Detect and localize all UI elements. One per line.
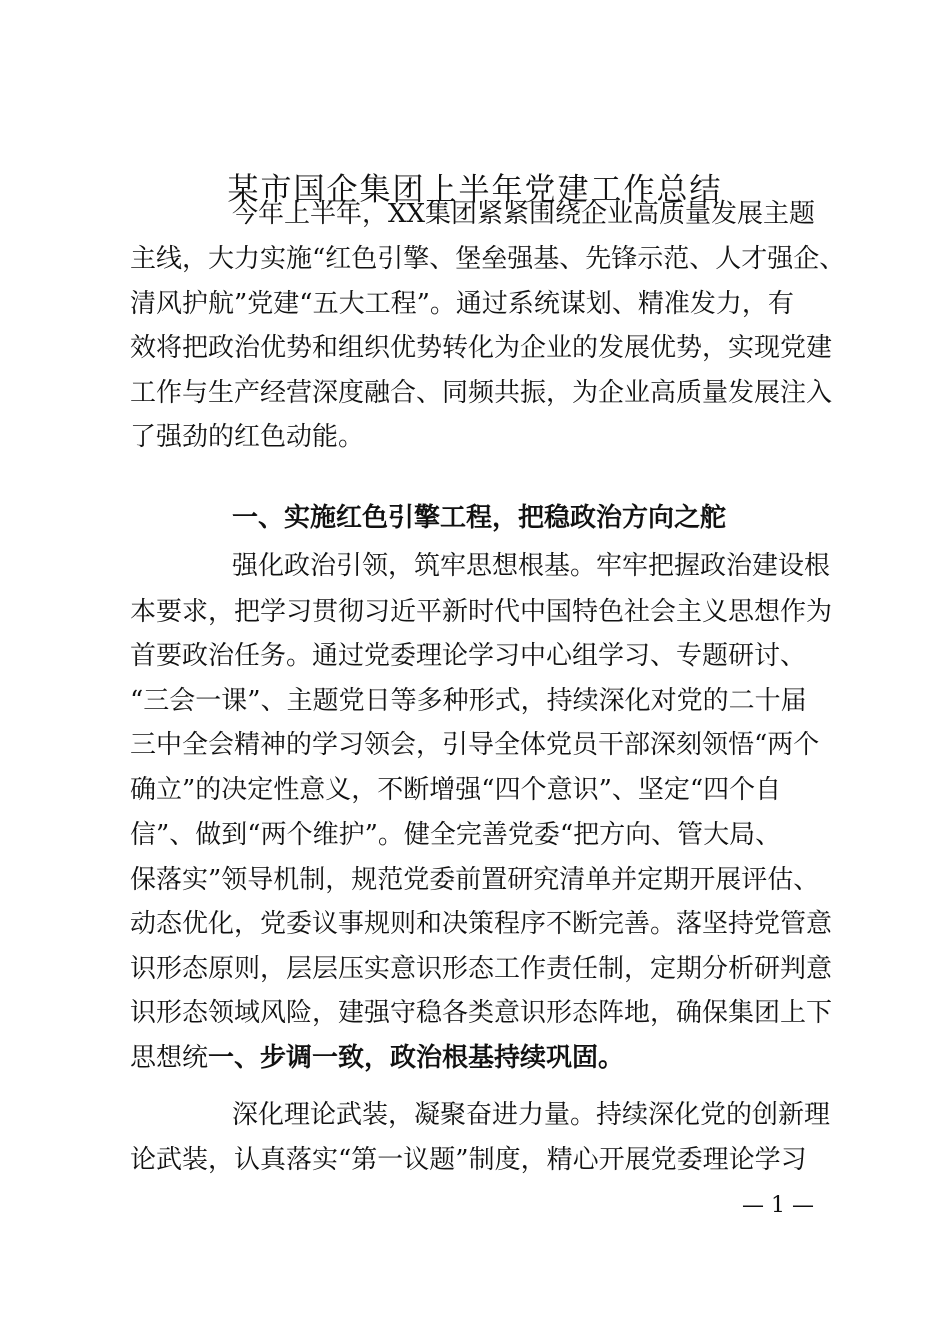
paragraph-2-line-6: 确立”的决定性意义，不断增强“四个意识”、坚定“四个自 — [130, 775, 782, 805]
paragraph-1-line-2: 主线，大力实施“红色引擎、堡垒强基、先锋示范、人才强企、 — [130, 244, 846, 274]
section-1-heading: 一、实施红色引擎工程，把稳政治方向之舵 — [232, 503, 727, 533]
paragraph-3-line-2: 论武装，认真落实“第一议题”制度，精心开展党委理论学习 — [130, 1145, 807, 1175]
paragraph-2-line-12 — [130, 1039, 624, 1077]
paragraph-2-line-7: 信”、做到“两个维护”。健全完善党委“把方向、管大局、 — [130, 820, 782, 850]
paragraph-1-line-4: 效将把政治优势和组织优势转化为企业的发展优势，实现党建 — [130, 333, 833, 363]
paragraph-2-line-10: 识形态原则，层层压实意识形态工作责任制，定期分析研判意 — [130, 954, 833, 984]
paragraph-1-line-3: 清风护航”党建“五大工程”。通过系统谋划、精准发力，有 — [130, 289, 794, 319]
paragraph-3-line-1: 深化理论武装，凝聚奋进力量。持续深化党的创新理 — [232, 1100, 831, 1130]
paragraph-2-line-8: 保落实”领导机制，规范党委前置研究清单并定期开展评估、 — [130, 865, 820, 895]
paragraph-2-line-3: 首要政治任务。通过党委理论学习中心组学习、专题研讨、 — [130, 641, 807, 671]
page-number: — 1 — — [742, 1193, 814, 1218]
paragraph-2-line-2: 本要求，把学习贯彻习近平新时代中国特色社会主义思想作为 — [130, 597, 833, 627]
paragraph-2-line-11: 识形态领域风险，建强守稳各类意识形态阵地，确保集团上下 — [130, 998, 833, 1028]
paragraph-1-line-1: 今年上半年，XX集团紧紧围绕企业高质量发展主题 — [232, 199, 816, 229]
paragraph-2-line-4: “三会一课”、主题党日等多种形式，持续深化对党的二十届 — [130, 686, 807, 716]
document-title: 某市国企集团上半年党建工作总结 — [227, 172, 723, 208]
paragraph-2-line-5: 三中全会精神的学习领会，引导全体党员干部深刻领悟“两个 — [130, 730, 820, 760]
paragraph-2-line-1: 强化政治引领，筑牢思想根基。牢牢把握政治建设根 — [232, 551, 831, 581]
paragraph-1-line-6: 了强劲的红色动能。 — [130, 422, 365, 452]
paragraph-2-last-plain: 思想统 — [130, 1043, 209, 1073]
paragraph-2-line-9: 动态优化，党委议事规则和决策程序不断完善。落坚持党管意 — [130, 909, 833, 939]
paragraph-2-last-bold: 一、步调一致，政治根基持续巩固。 — [208, 1043, 625, 1073]
paragraph-1-line-5: 工作与生产经营深度融合、同频共振，为企业高质量发展注入 — [130, 378, 833, 408]
